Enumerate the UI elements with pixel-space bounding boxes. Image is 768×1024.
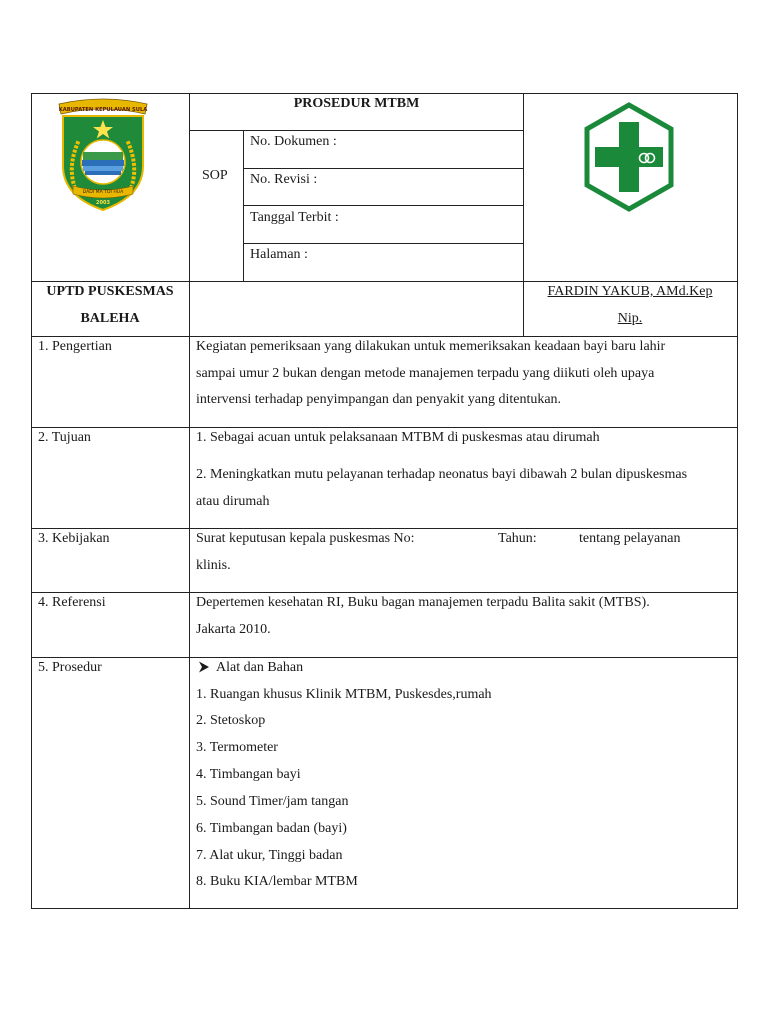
section-label-tujuan: 2. Tujuan: [38, 430, 91, 445]
tujuan-text-line: 2. Meningkatkan mutu pelayanan terhadap neonatus bayi dibawah 2 bulan dipuskesmas: [196, 467, 688, 482]
section-label-pengertian: 1. Pengertian: [38, 339, 112, 354]
unit-name-line2: BALEHA: [80, 311, 140, 326]
pengertian-text-line: sampai umur 2 bukan dengan metode manajemen terpadu yang diikuti oleh upaya: [196, 366, 655, 381]
pengertian-text-line: intervensi terhadap penyimpangan dan penyakit yang ditentukan.: [196, 392, 562, 407]
tujuan-text-line: 1. Sebagai acuan untuk pelaksanaan MTBM di puskesmas atau dirumah: [196, 430, 600, 445]
regency-emblem-logo: [53, 96, 153, 214]
unit-name-line1: UPTD PUSKESMAS: [46, 284, 174, 299]
referensi-text-line: Depertemen kesehatan RI, Buku bagan manajemen terpadu Balita sakit (MTBS).: [196, 595, 650, 610]
signer-name: FARDIN YAKUB, AMd.Kep: [547, 284, 713, 299]
prosedur-list-item: 1. Ruangan khusus Klinik MTBM, Puskesdes,rumah: [196, 687, 492, 702]
kebijakan-text-part: Surat keputusan kepala puskesmas No:: [196, 531, 415, 546]
field-halaman: Halaman :: [250, 247, 308, 262]
prosedur-list-item: 6. Timbangan badan (bayi): [196, 821, 347, 836]
tujuan-text-line: atau dirumah: [196, 494, 270, 509]
svg-text:KABUPATEN KEPULAUAN SULA: KABUPATEN KEPULAUAN SULA: [58, 107, 148, 113]
sop-label: SOP: [202, 168, 228, 183]
prosedur-list-item: 4. Timbangan bayi: [196, 767, 301, 782]
prosedur-list-item: 8. Buku KIA/lembar MTBM: [196, 874, 358, 889]
svg-text:DADI MA TDI HUA: DADI MA TDI HUA: [82, 190, 124, 195]
puskesmas-logo: [582, 102, 676, 212]
prosedur-heading: Alat dan Bahan: [216, 660, 304, 675]
kebijakan-text-part: tentang pelayanan: [579, 531, 681, 546]
svg-text:2003: 2003: [96, 200, 110, 206]
kebijakan-text-part: Tahun:: [498, 531, 537, 546]
field-no-dokumen: No. Dokumen :: [250, 134, 337, 149]
kebijakan-text-line: klinis.: [196, 558, 231, 573]
section-label-kebijakan: 3. Kebijakan: [38, 531, 110, 546]
field-no-revisi: No. Revisi :: [250, 172, 318, 187]
arrow-bullet-icon: [198, 660, 210, 674]
prosedur-list-item: 5. Sound Timer/jam tangan: [196, 794, 349, 809]
prosedur-list-item: 2. Stetoskop: [196, 713, 266, 728]
pengertian-text-line: Kegiatan pemeriksaan yang dilakukan untuk memeriksakan keadaan bayi baru lahir: [196, 339, 666, 354]
signer-nip: Nip.: [617, 311, 643, 326]
section-label-prosedur: 5. Prosedur: [38, 660, 102, 675]
section-label-referensi: 4. Referensi: [38, 595, 106, 610]
document-title: PROSEDUR MTBM: [293, 96, 420, 111]
field-tanggal-terbit: Tanggal Terbit :: [250, 210, 339, 225]
prosedur-list-item: 3. Termometer: [196, 740, 278, 755]
prosedur-list-item: 7. Alat ukur, Tinggi badan: [196, 848, 343, 863]
referensi-text-line: Jakarta 2010.: [196, 622, 271, 637]
